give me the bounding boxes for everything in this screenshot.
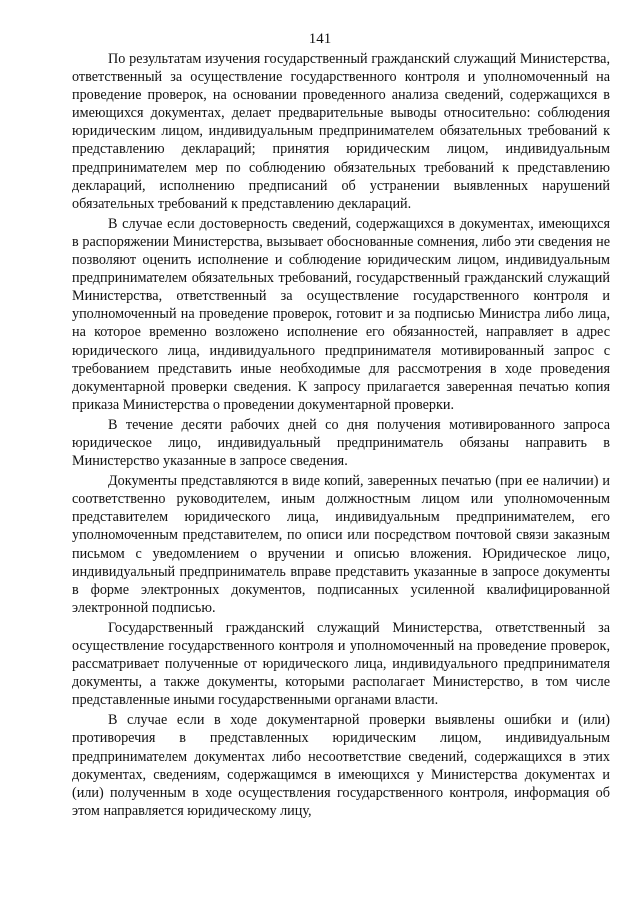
paragraph-information-request: В случае если достоверность сведений, содержащихся в документах, имеющихся в распоряжении Министерства, вызывает обоснованные сомнения, либо эти сведения не позволяют оценить исполнение и соблюдение юридическим лицом, индивидуальным предпринимателем обязательных требований, государственный гражданский служащий Министерства, ответственный за осуществление государственного контроля и уполномоченный на проведение проверок, готовит и за подписью Министра либо лица, на которое временно возложено исполнение его обязанностей, направляет в адрес юридического лица, индивидуального предпринимателя мотивированный запрос с требованием представить иные необходимые для рассмотрения в ходе проведения документарной проверки сведения. К запросу прилагается заверенная печатью копия приказа Министерства о проведении документарной проверки.	[72, 215, 610, 413]
paragraph-discrepancies: В случае если в ходе документарной проверки выявлены ошибки и (или) противоречия в представленных юридическим лицом, индивидуальным предпринимателем документах либо несоответствие сведений, содержащихся в этих документах, сведениям, содержащимся в имеющихся у Министерства документах и (или) полученным в ходе осуществления государственного контроля, информация об этом направляется юридическому лицу,	[72, 712, 610, 819]
paragraph-document-review: Государственный гражданский служащий Министерства, ответственный за осуществление государственного контроля и уполномоченный на проведение проверок, рассматривает полученные от юридического лица, индивидуального предпринимателя документы, а также документы, которыми располагает Министерство, в том числе представленные иными государственными органами власти.	[72, 619, 610, 709]
document-body	[72, 50, 610, 821]
paragraph-document-submission: Документы представляются в виде копий, заверенных печатью (при ее наличии) и соответственно руководителем, иным должностным лицом или уполномоченным представителем юридического лица, индивидуальным предпринимателем, его уполномоченным представителем, по описи или посредством почтовой связи заказным письмом с уведомлением о вручении и описью вложения. Юридическое лицо, индивидуальный предприниматель вправе представить указанные в запросе документы в форме электронных документов, подписанных усиленной квалифицированной электронной подписью.	[72, 473, 610, 616]
paragraph-response-deadline: В течение десяти рабочих дней со дня получения мотивированного запроса юридическое лицо, индивидуальный предприниматель обязаны направить в Министерство указанные в запросе сведения.	[72, 416, 610, 470]
paragraph-document-analysis: По результатам изучения государственный гражданский служащий Министерства, ответственный за осуществление государственного контроля и уполномоченный на проведение проверок, на основании проведенного анализа сведений, содержащихся в имеющихся документах, делает предварительные выводы относительно: соблюдения юридическим лицом, индивидуальным предпринимателем обязательных требований к представлению деклараций; принятия юридическим лицом, индивидуальным предпринимателем мер по соблюдению обязательных требований к представлению деклараций, исполнению предписаний об устранении выявленных нарушений обязательных требований к представлению деклараций.	[72, 51, 610, 212]
page-number: 141	[308, 31, 332, 47]
